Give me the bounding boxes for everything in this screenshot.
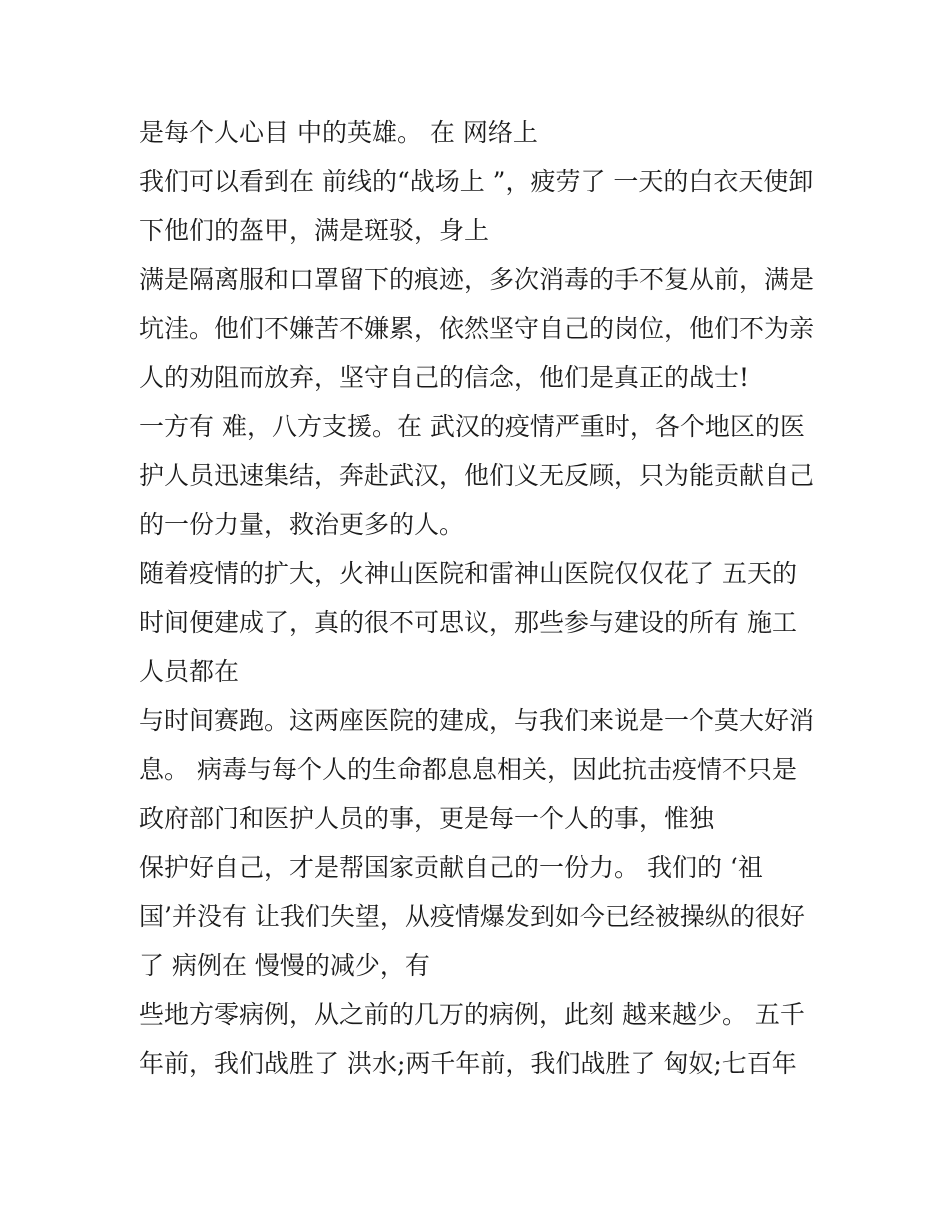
text-line: 护人员迅速集结，奔赴武汉，他们义无反顾，只为能贡献自己 xyxy=(139,461,815,490)
text-line: 是每个人心目 中的英雄。 在 网络上 xyxy=(139,118,538,147)
text-line: 人员都在 xyxy=(139,657,240,686)
text-line: 保护好自己，才是帮国家贡献自己的一份力。 我们的 ‘祖 xyxy=(139,853,763,882)
text-line: 我们可以看到在 前线的“战场上 ”，疲劳了 一天的白衣天使卸 xyxy=(139,167,814,196)
text-line: 政府部门和医护人员的事，更是每一个人的事，惟独 xyxy=(139,804,715,833)
text-line: 时间便建成了，真的很不可思议，那些参与建设的所有 施工 xyxy=(139,608,797,637)
text-line: 息。 病毒与每个人的生命都息息相关，因此抗击疫情不只是 xyxy=(139,755,797,784)
text-line: 一方有 难，八方支援。在 武汉的疫情严重时，各个地区的医 xyxy=(139,412,805,441)
text-line: 随着疫情的扩大，火神山医院和雷神山医院仅仅花了 五天的 xyxy=(139,559,797,588)
text-line: 的一份力量，救治更多的人。 xyxy=(139,510,465,539)
text-line: 了 病例在 慢慢的减少，有 xyxy=(139,951,430,980)
text-line: 下他们的盔甲，满是斑驳，身上 xyxy=(139,216,490,245)
text-line: 些地方零病例，从之前的几万的病例，此刻 越来越少。 五千 xyxy=(139,1000,805,1029)
body-text xyxy=(139,108,839,1088)
text-line: 与时间赛跑。这两座医院的建成，与我们来说是一个莫大好消 xyxy=(139,706,815,735)
text-line: 坑洼。他们不嫌苦不嫌累，依然坚守自己的岗位，他们不为亲 xyxy=(139,314,815,343)
text-line: 国’并没有 让我们失望，从疫情爆发到如今已经被操纵的很好 xyxy=(139,902,805,931)
text-line: 年前，我们战胜了 洪水;两千年前，我们战胜了 匈奴;七百年 xyxy=(139,1049,797,1078)
text-line: 人的劝阻而放弃，坚守自己的信念，他们是真正的战士! xyxy=(139,363,750,392)
text-line: 满是隔离服和口罩留下的痕迹，多次消毒的手不复从前，满是 xyxy=(139,265,815,294)
